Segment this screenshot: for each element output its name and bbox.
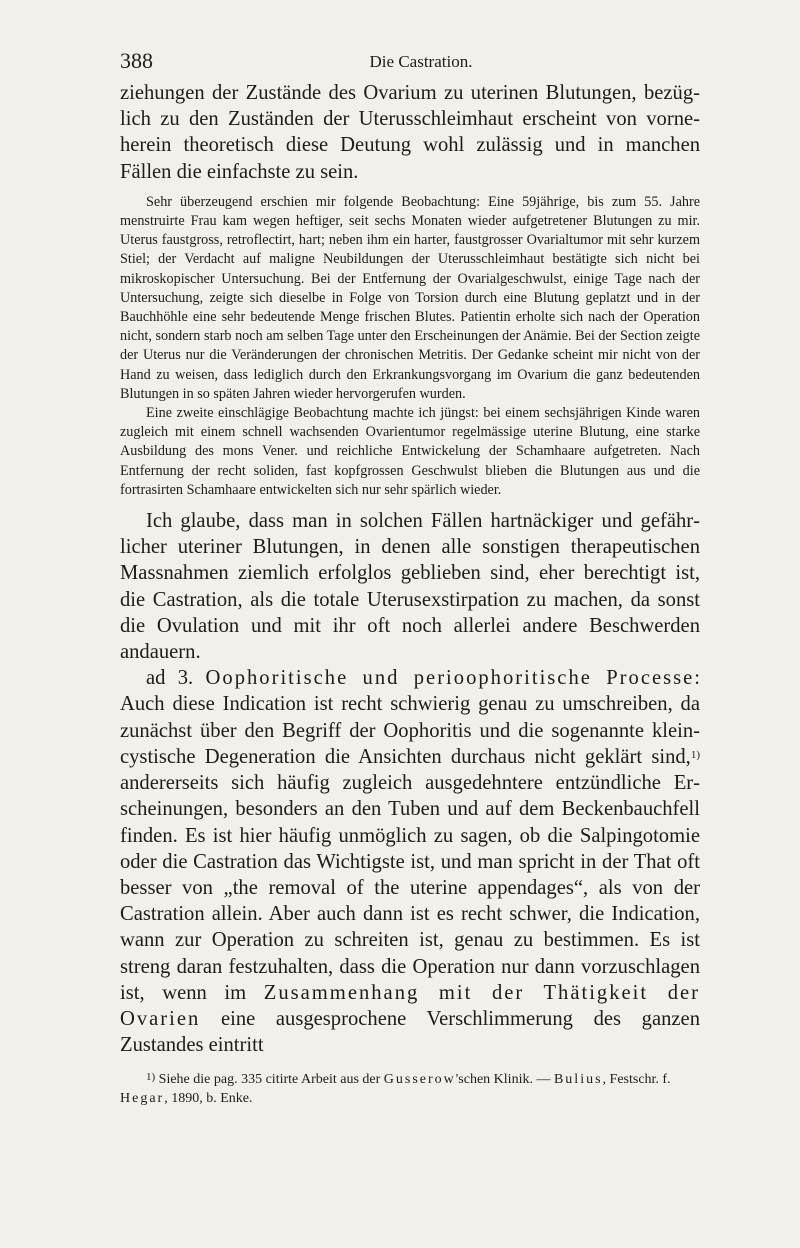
- footnote-text-d: , 1890, b. Enke.: [164, 1091, 253, 1107]
- paragraph-castration-opinion: Ich glaube, dass man in solchen Fällen hartnäckiger und gefährlicher uteriner Blutungen, in denen alle sonstigen therapeutischen Massnahmen ziemlich erfolglos geblieben sind, eher berechtigt ist, die Castration, als die totale Uterusexstirpation zu machen, da sonst die Ovulation und mit ihr oft noch allerlei andere Beschwerden andauern.: [120, 510, 700, 664]
- footnote-author-hegar: Hegar: [120, 1091, 165, 1107]
- footnote-reference[interactable]: 1): [690, 748, 700, 761]
- footnote-author-bulius: Bulius: [553, 1072, 603, 1088]
- page-body: [120, 80, 700, 1108]
- case-report-first: Sehr überzeugend erschien mir folgende Beobachtung: Eine 59jährige, bis zum 55. Jahre menstruirte Frau kam wegen heftiger, seit sechs Monaten wieder aufgetretener Blutungen zu mir. Uterus faustgross, retroflectirt, hart; neben ihm ein harter, faustgrosser Ovarialtumor mit sehr kurzem Stiel; der Verdacht auf maligne Neubildungen der Uterusschleimhaut bestätigte sich nicht bei mikroskopischer Untersuchung. Bei der Entfernung der Ovarialgeschwulst, einige Tage nach der Untersuchung, zeigte sich dieselbe in Folge von Torsion durch eine Blutung geplatzt und in der Bauchhöhle eine sehr bedeutende Menge frischen Blutes. Patientin erholte sich nach der Operation nicht, sondern starb noch am selben Tage unter den Erscheinungen der Anämie. Bei der Section zeigte der Uterus nur die Veränderungen der chronischen Metritis. Der Gedanke scheint mir nicht von der Hand zu weisen, dass lediglich durch den Erkrankungsvorgang im Ovarium die ganz bedeutenden Blutungen in so späten Jahren wieder hervorgerufen wurden.: [120, 193, 700, 402]
- footnote-mark: 1): [146, 1071, 156, 1084]
- running-head: Die Castration.: [369, 52, 473, 71]
- paragraph-text-b: andererseits sich häufig zugleich ausgedehntere entzündliche Erscheinungen, besonders an den Tuben und auf dem Beckenbauchfell finden. Es ist hier häufig unmöglich zu sagen, ob die Salpingotomie oder die Castration das Wichtigste ist, und man spricht in der That oft besser von „the removal of the uterine appendages“, als von der Castration allein. Aber auch dann ist es recht schwer, die Indication, wann zur Operation zu schreiten ist, genau zu bestimmen. Es ist streng daran festzuhalten, dass die Operation nur dann vorzuschlagen ist, wenn im: [120, 772, 700, 1004]
- paragraph-indication-3: [120, 665, 700, 1058]
- footnote-text-a: Siehe die pag. 335 citirte Arbeit aus der: [155, 1072, 384, 1088]
- paragraph-text-c: eine ausgesprochene Verschlimmerung des ganzen Zustandes eintritt: [120, 1007, 700, 1057]
- section-number: ad 3.: [146, 667, 206, 690]
- emphasized-phrase: Zusammenhang mit der Thätigkeit der Ovarien: [120, 981, 700, 1030]
- case-report-second: Eine zweite einschlägige Beobachtung machte ich jüngst: bei einem sechsjährigen Kinde waren zugleich mit einem schnell wachsenden Ovarientumor regelmässige uterine Blutung, eine starke Ausbildung des mons Vener. und reichliche Entwickelung der Schamhaare aufgetreten. Nach Entfernung der recht soliden, fast kopfgrossen Geschwulst blieben die Blutungen aus und die fortrasirten Schamhaare entwickelten sich nur sehr spärlich wieder.: [120, 405, 700, 498]
- emphasized-term: Oophoritische und perioophoritische Processe: [205, 667, 695, 690]
- footnote-author-gusserow: Gusserow: [383, 1072, 456, 1088]
- page-header: [120, 48, 700, 78]
- footnote: [120, 1070, 700, 1108]
- footnote-text-c: , Festschr. f.: [602, 1072, 671, 1088]
- page-number: 388: [120, 48, 153, 73]
- paragraph-continuation: ziehungen der Zustände des Ovarium zu uterinen Blutungen, bezüglich zu den Zuständen der Uterusschleimhaut erscheint von vorneherein theoretisch diese Deutung wohl zulässig und in manchen Fällen die einfachste zu sein.: [120, 82, 700, 183]
- footnote-text-b: 'schen Klinik. —: [455, 1072, 554, 1088]
- paragraph-text-a: : Auch diese Indication ist recht schwierig genau zu umschreiben, da zunächst über den Begriff der Oophoritis und die sogenannte kleincystische Degeneration die Ansichten durchaus nicht geklärt sind,: [120, 667, 701, 768]
